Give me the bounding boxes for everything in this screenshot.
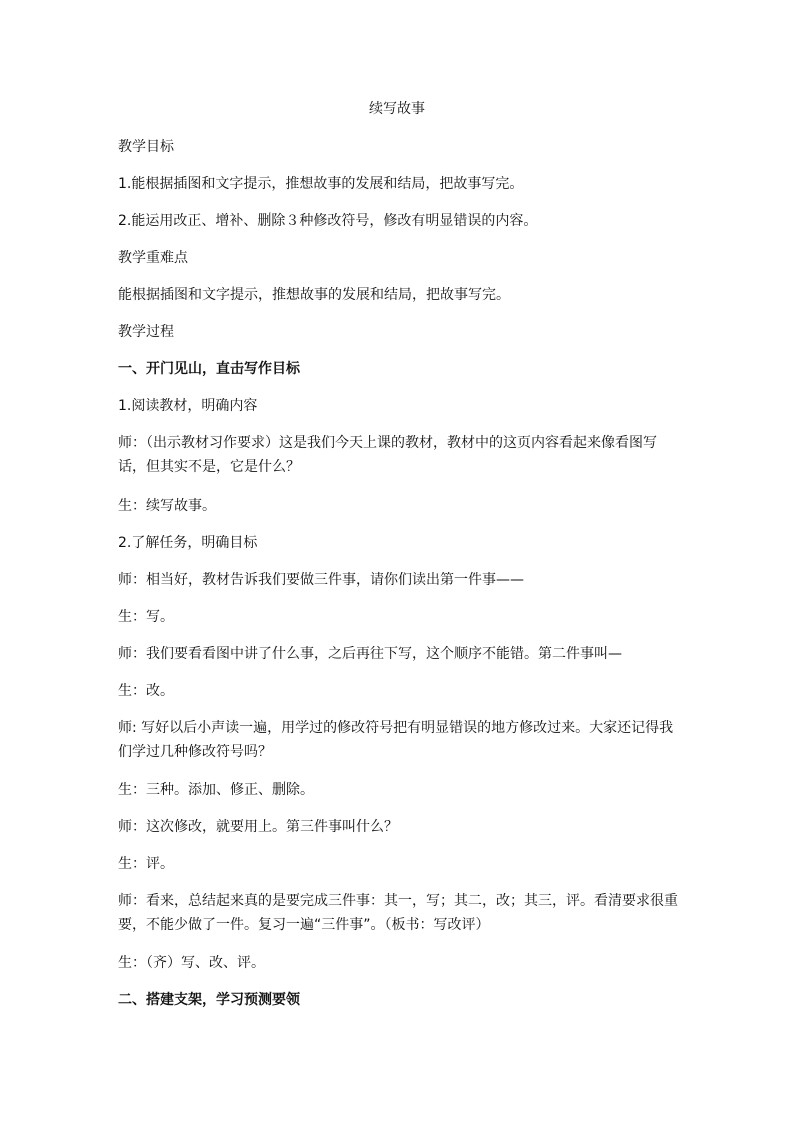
paragraph: 1.能根据插图和文字提示，推想故事的发展和结局，把故事写完。 — [118, 176, 524, 192]
paragraph: 生：续写故事。 — [118, 498, 216, 514]
subheading-part-one: 一、开门见山，直击写作目标 — [118, 361, 300, 377]
paragraph: 师：这次修改，就要用上。第三件事叫什么？ — [118, 819, 398, 835]
section-heading-key-points: 教学重难点 — [118, 250, 188, 266]
paragraph: 生：评。 — [118, 856, 174, 872]
subheading-part-two: 二、搭建支架，学习预测要领 — [118, 992, 300, 1008]
paragraph: 能根据插图和文字提示，推想故事的发展和结局，把故事写完。 — [118, 287, 510, 303]
paragraph: 师：（出示教材习作要求）这是我们今天上课的教材，教材中的这页内容看起来像看图写话，但其实不是，它是什么？ — [118, 435, 657, 475]
section-heading-goals: 教学目标 — [118, 139, 174, 155]
section-heading-process: 教学过程 — [118, 324, 174, 340]
paragraph: 生：写。 — [118, 609, 174, 625]
paragraph: 生：改。 — [118, 683, 174, 699]
paragraph: 1.阅读教材，明确内容 — [118, 398, 258, 414]
paragraph: 生：三种。添加、修正、删除。 — [118, 782, 314, 798]
paragraph: 师: 写好以后小声读一遍，用学过的修改符号把有明显错误的地方修改过来。大家还记得我们学过几种修改符号吗？ — [118, 720, 674, 760]
paragraph: 师：相当好，教材告诉我们要做三件事，请你们读出第一件事—— — [118, 572, 524, 588]
paragraph: 师：我们要看看图中讲了什么事，之后再往下写，这个顺序不能错。第二件事叫— — [118, 646, 622, 662]
paragraph: 师：看来，总结起来真的是要完成三件事：其一，写；其二，改；其三，评。看清要求很重要，不能少做了一件。复习一遍“三件事”。（板书：写改评） — [118, 893, 678, 933]
paragraph: 2.了解任务，明确目标 — [118, 535, 258, 551]
paragraph: 生：（齐）写、改、评。 — [118, 955, 265, 971]
page-title: 续写故事 — [369, 101, 425, 117]
paragraph: 2.能运用改正、增补、删除３种修改符号，修改有明显错误的内容。 — [118, 213, 538, 229]
